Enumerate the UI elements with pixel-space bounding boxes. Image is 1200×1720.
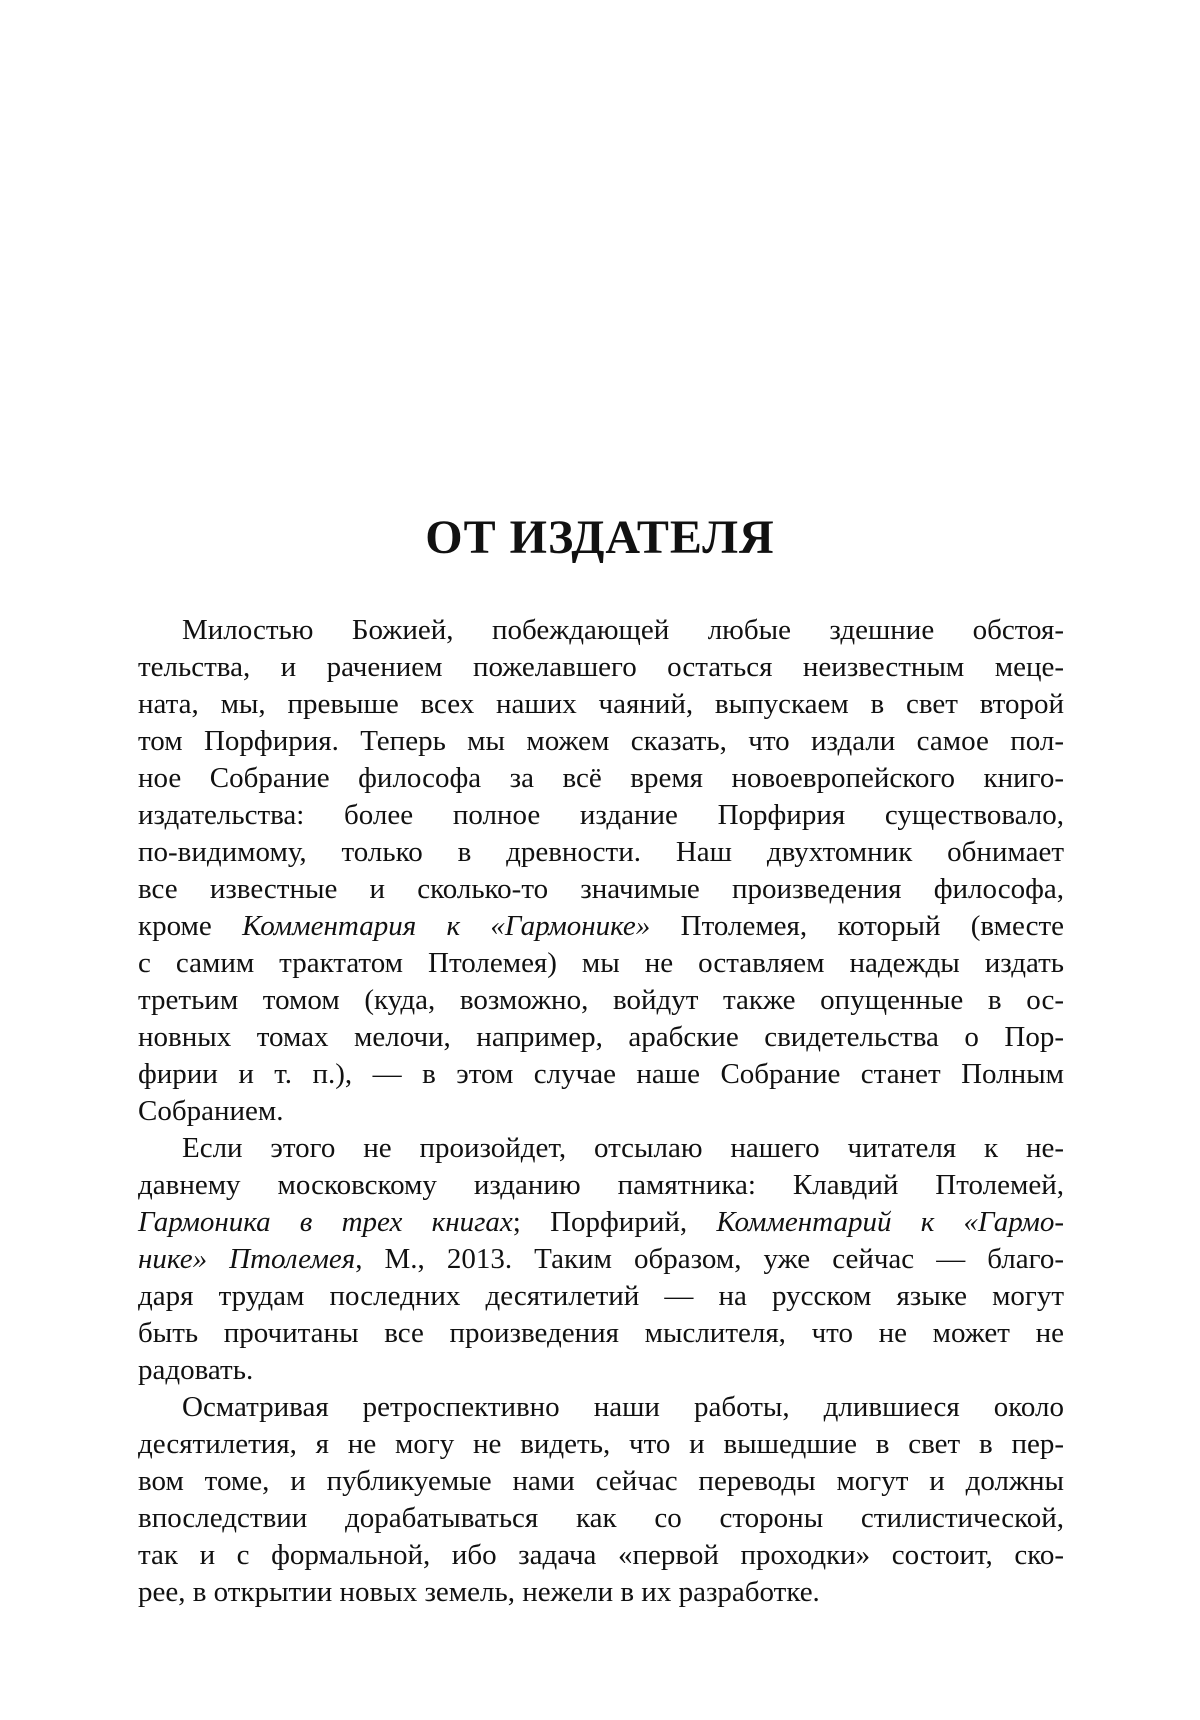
text-line: с самим трактатом Птолемея) мы не оставляем надежды издать [138,947,1064,979]
text-line: фирии и т. п.), — в этом случае наше Собрание станет Полным [138,1058,1064,1090]
body-text [138,612,1064,1611]
text-line: десятилетия, я не могу не видеть, что и вышедшие в свет в пер- [138,1428,1064,1460]
text-line: новных томах мелочи, например, арабские свидетельства о Пор- [138,1021,1064,1053]
text-line: по-видимому, только в древности. Наш двухтомник обнимает [138,836,1064,868]
page-title: ОТ ИЗДАТЕЛЯ [425,511,775,564]
italic-title: нике» Птолемея [138,1243,356,1275]
text-line: Собранием. [138,1095,284,1127]
text-line: издательства: более полное издание Порфирия существовало, [138,799,1064,831]
text-line: Если этого не произойдет, отсылаю нашего читателя к не- [182,1132,1064,1164]
text-line: впоследствии дорабатываться как со стороны стилистической, [138,1502,1064,1534]
text-line: том Порфирия. Теперь мы можем сказать, что издали самое пол- [138,725,1064,757]
text-line: рее, в открытии новых земель, нежели в их разработке. [138,1576,820,1608]
text-line: все известные и сколько-то значимые произведения философа, [138,873,1064,905]
text-line: третьим томом (куда, возможно, войдут также опущенные в ос- [138,984,1064,1016]
paragraph [138,1130,1064,1389]
text-line: Осматривая ретроспективно наши работы, длившиеся около [182,1391,1064,1423]
text-line: радовать. [138,1354,254,1386]
text-line: ное Собрание философа за всё время новоевропейского книго- [138,762,1064,794]
text-line: так и с формальной, ибо задача «первой проходки» состоит, ско- [138,1539,1064,1571]
italic-title: Комментария к «Гармонике» [242,910,651,942]
text-line: быть прочитаны все произведения мыслителя, что не может не [138,1317,1064,1349]
paragraph [138,612,1064,1130]
text-line: нике» Птолемея, М., 2013. Таким образом, уже сейчас — благо- [138,1243,1064,1275]
italic-title: Комментарий к «Гармо- [716,1206,1064,1238]
text-line: вом томе, и публикуемые нами сейчас переводы могут и должны [138,1465,1064,1497]
text-line: тельства, и рачением пожелавшего остаться неизвестным мецe- [138,651,1064,683]
text-line: кроме Комментария к «Гармонике» Птолемея, который (вместе [138,910,1064,942]
text-line: даря трудам последних десятилетий — на русском языке могут [138,1280,1064,1312]
text-line: Гармоника в трех книгах; Порфирий, Комментарий к «Гармо- [138,1206,1064,1238]
text-line: ната, мы, превыше всех наших чаяний, выпускаем в свет второй [138,688,1064,720]
text-line: давнему московскому изданию памятника: Клавдий Птолемей, [138,1169,1064,1201]
text-line: Милостью Божией, побеждающей любые здешние обстоя- [182,614,1064,646]
italic-title: Гармоника в трех книгах [138,1206,513,1238]
paragraph [138,1389,1064,1611]
